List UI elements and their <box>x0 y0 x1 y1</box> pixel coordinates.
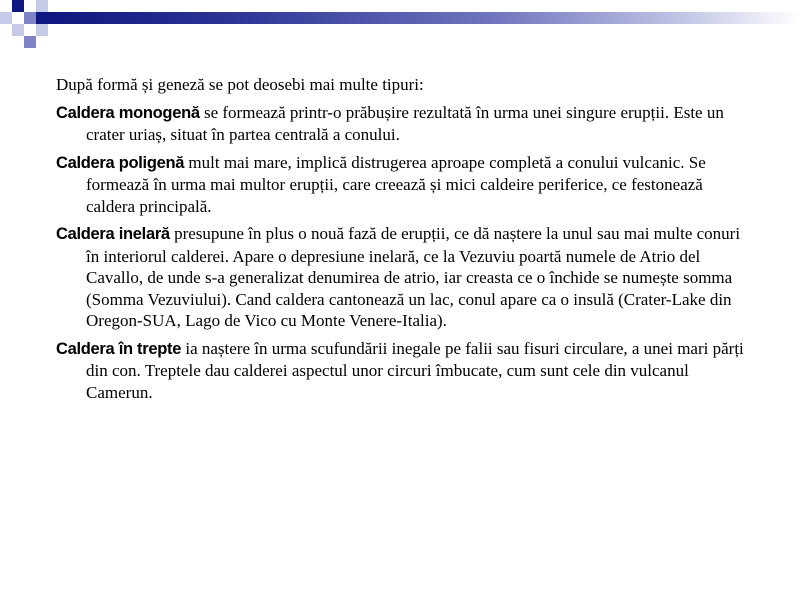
decor-square <box>24 36 36 48</box>
caldera-monogena-paragraph <box>56 102 756 146</box>
decor-square <box>0 12 12 24</box>
decor-square <box>36 24 48 36</box>
slide-header-decoration <box>0 0 800 50</box>
paragraph-text: presupune în plus o nouă fază de erupții, ce dă naștere la unul sau mai multe conuri în interiorul calderei. Apare o depresiune inelară, ce la Vezuviu poartă numele de Atrio del Cavallo, de unde s-a generalizat denumirea de atrio, iar creasta ce o închide se numește somma (Somma Vezuviului). Cand caldera cantonează un lac, conul apare ca o insulă (Crater-Lake din Oregon-SUA, Lago de Vico cu Monte Venere-Italia). <box>86 224 741 330</box>
decor-square <box>36 12 48 24</box>
decor-square <box>12 0 24 12</box>
slide-body <box>56 74 756 409</box>
term-label: Caldera poligenă <box>56 153 185 172</box>
caldera-in-trepte-paragraph <box>56 338 756 404</box>
caldera-inelara-paragraph <box>56 223 756 332</box>
decor-square <box>24 12 36 24</box>
term-label: Caldera în trepte <box>56 339 182 358</box>
decor-square <box>36 0 48 12</box>
decor-square <box>12 24 24 36</box>
paragraph-text: mult mai mare, implică distrugerea aproape completă a conului vulcanic. Se formează în urma mai multor erupții, care creează și mici caldeire periferice, ce festonează caldera principală. <box>86 152 706 216</box>
header-gradient-bar <box>48 12 800 24</box>
caldera-poligena-paragraph <box>56 152 756 218</box>
term-label: Caldera monogenă <box>56 103 200 122</box>
intro-text: După formă și geneză se pot deosebi mai multe tipuri: <box>56 75 424 94</box>
term-label: Caldera inelară <box>56 225 170 243</box>
paragraph-text: ia naștere în urma scufundării inegale pe falii sau fisuri circulare, a unei mari părți din con. Treptele dau calderei aspectul unor circuri îmbucate, cum sunt cele din vulcanul Camerun. <box>86 338 744 402</box>
paragraph-text: se formează printr-o prăbușire rezultată în urma unei singure erupții. Este un crater uriaș, situat în partea centrală a conului. <box>86 102 724 144</box>
